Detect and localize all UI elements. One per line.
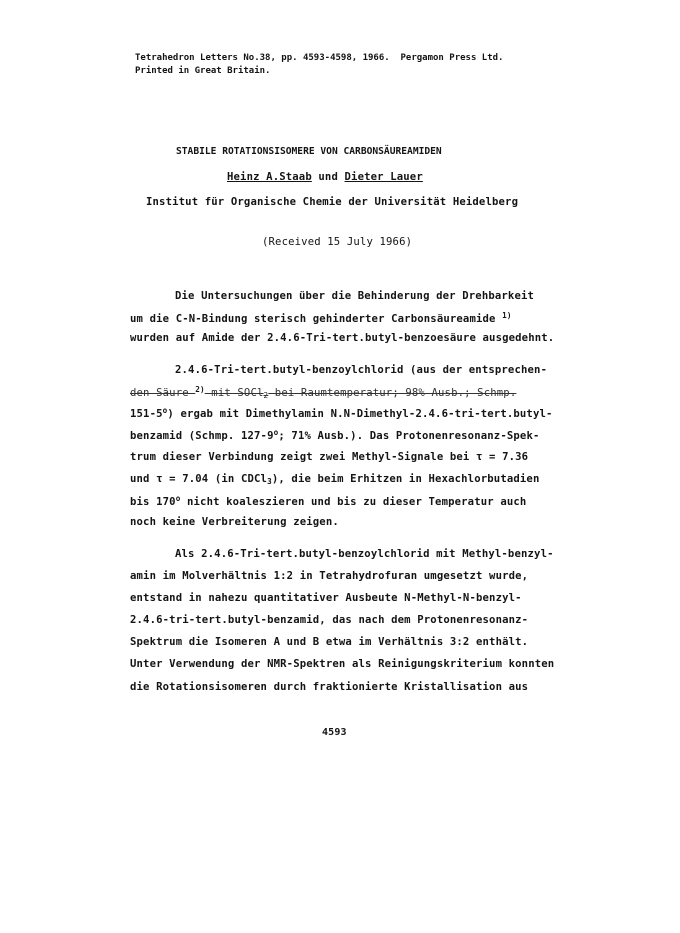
p3-line-5: Spektrum die Isomeren A und B etwa im Verhältnis 3:2 enthält. (130, 636, 529, 648)
p3-line-2: amin im Molverhältnis 1:2 in Tetrahydrofuran umgesetzt wurde, (130, 570, 529, 582)
reference-1: 1) (502, 311, 512, 320)
p1-line-2-text: um die C-N-Bindung sterisch gehinderter Carbonsäureamide (130, 313, 503, 326)
p1-line-3: wurden auf Amide der 2.4.6-Tri-tert.butyl-benzoesäure ausgedehnt. (130, 332, 555, 344)
author-staab: Heinz A.Staab (227, 171, 312, 183)
p2-line-6-text-b: ), die beim Erhitzen in Hexachlorbutadien (271, 473, 540, 485)
p1-line-1: Die Untersuchungen über die Behinderung der Drehbarkeit (175, 290, 535, 302)
p2-line-6 (130, 473, 540, 486)
printed-in-note: Printed in Great Britain. (135, 66, 271, 76)
subscript-2: 2 (263, 391, 269, 401)
p2-line-7-text-b: nicht koaleszieren und bis zu dieser Temperatur auch (180, 496, 527, 509)
article-title: STABILE ROTATIONSISOMERE VON CARBONSÄUREAMIDEN (176, 146, 442, 157)
p2-line-1: 2.4.6-Tri-tert.butyl-benzoylchlorid (aus der entsprechen- (175, 364, 548, 376)
p2-line-3 (130, 406, 553, 420)
author-lauer: Dieter Lauer (344, 171, 423, 183)
p1-line-2 (130, 311, 512, 325)
p3-line-6: Unter Verwendung der NMR-Spektren als Reinigungskriterium konnten (130, 658, 555, 670)
journal-citation: Tetrahedron Letters No.38, pp. 4593-4598, 1966. Pergamon Press Ltd. (135, 53, 504, 63)
authors-conjunction: und (311, 171, 345, 183)
p2-line-3-text-a: 151-5 (130, 408, 163, 421)
subscript-3: 3 (267, 476, 272, 486)
p2-line-2-text-c: bei Raumtemperatur; 98% Ausb.; Schmp. (268, 387, 517, 400)
degree-mark: o (273, 428, 279, 437)
p2-line-2-text-a: den Säure (130, 387, 196, 400)
p2-line-4-text-a: benzamid (Schmp. 127-9 (130, 430, 274, 443)
p2-line-6-text-a: und τ = 7.04 (in CDCl (130, 473, 268, 485)
p3-line-3: entstand in nahezu quantitativer Ausbeute N-Methyl-N-benzyl- (130, 592, 522, 604)
p2-line-8: noch keine Verbreiterung zeigen. (130, 516, 339, 528)
p3-line-7: die Rotationsisomeren durch fraktionierte Kristallisation aus (130, 681, 529, 693)
p3-line-4: 2.4.6-tri-tert.butyl-benzamid, das nach dem Protonenresonanz- (130, 614, 529, 626)
authors (227, 171, 423, 183)
degree-mark: o (175, 494, 181, 503)
p3-line-1: Als 2.4.6-Tri-tert.butyl-benzoylchlorid mit Methyl-benzyl- (175, 548, 554, 560)
page-number: 4593 (322, 727, 347, 738)
degree-mark: o (162, 406, 168, 415)
p2-line-2-text-b: mit SOCl (204, 387, 264, 400)
reference-2: 2) (195, 385, 205, 394)
p2-line-4-text-b: ; 71% Ausb.). Das Protonenresonanz-Spek- (278, 430, 540, 443)
p2-line-4 (130, 428, 540, 442)
p2-line-2 (130, 385, 516, 400)
received-date: (Received 15 July 1966) (262, 236, 413, 248)
p2-line-5: trum dieser Verbindung zeigt zwei Methyl-Signale bei τ = 7.36 (130, 451, 529, 463)
affiliation: Institut für Organische Chemie der Universität Heidelberg (146, 196, 519, 208)
p2-line-7-text-a: bis 170 (130, 496, 176, 509)
p2-line-7 (130, 494, 526, 508)
p2-line-3-text-b: ) ergab mit Dimethylamin N.N-Dimethyl-2.4.6-tri-tert.butyl- (167, 408, 553, 421)
